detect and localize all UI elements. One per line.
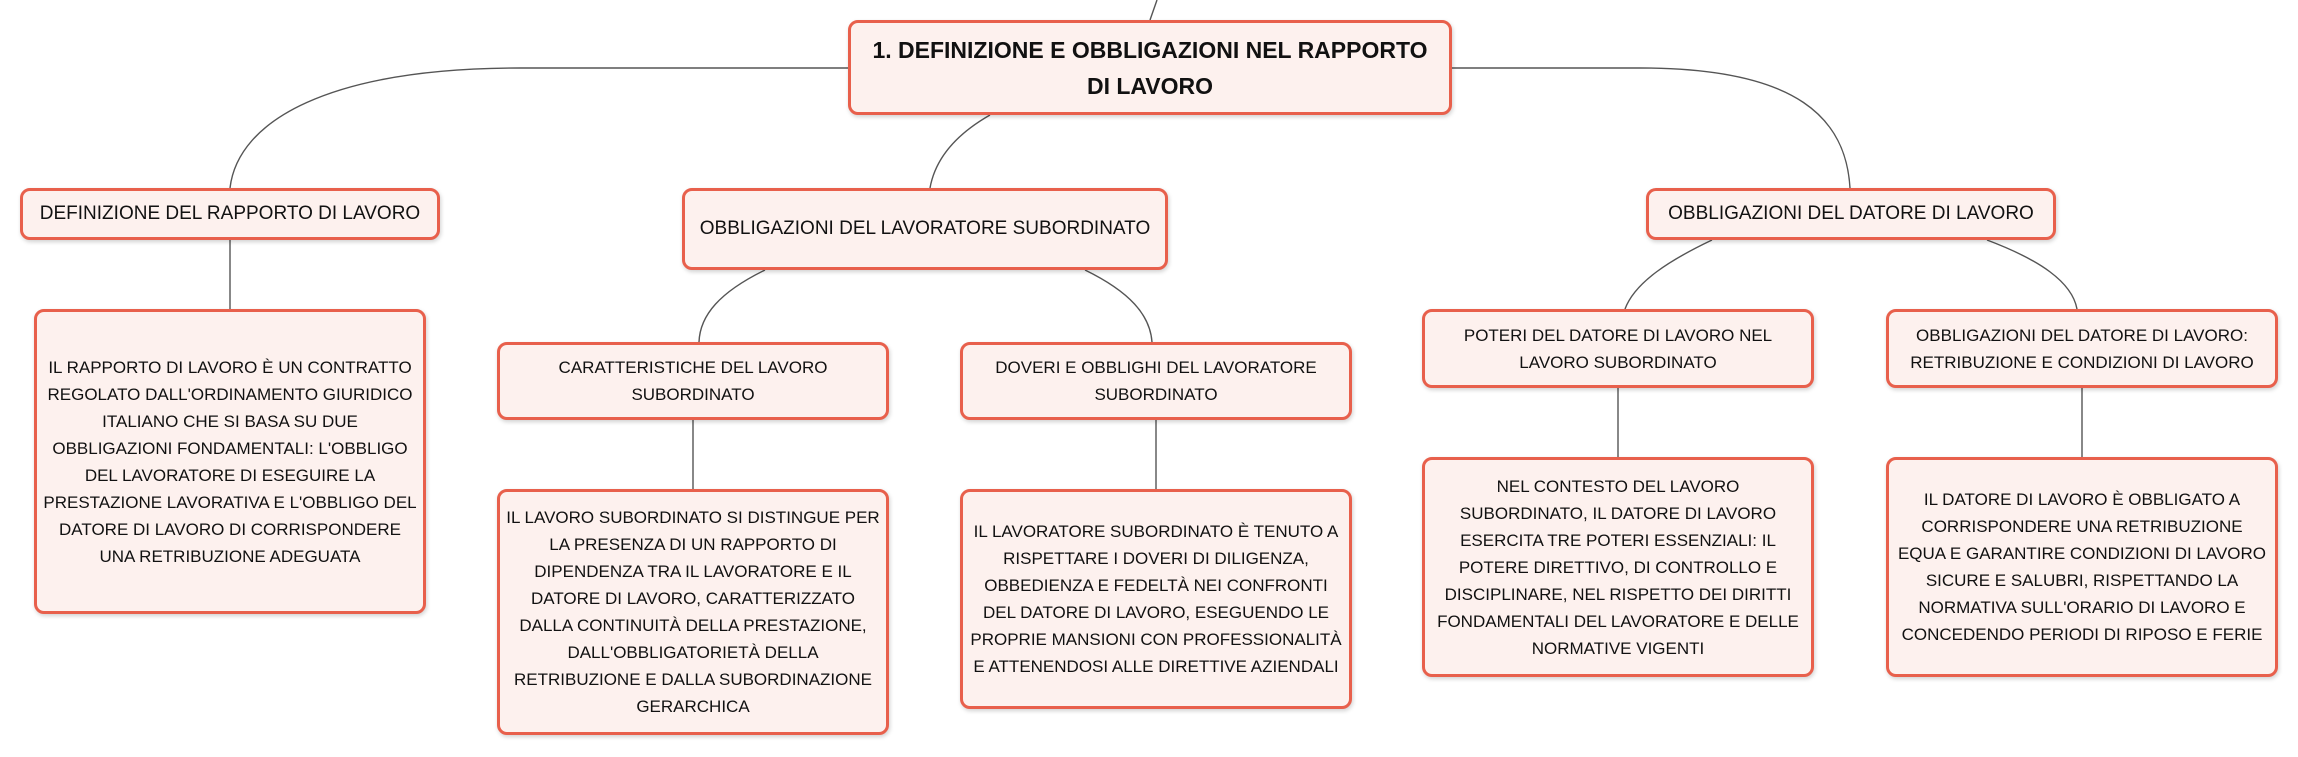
subtopic-employer-obligations[interactable] [1886,309,2278,388]
topic-employer-obligations[interactable] [1646,188,2056,240]
topic-worker-obligations-label: OBBLIGAZIONI DEL LAVORATORE SUBORDINATO [699,218,1151,239]
topic-definition[interactable] [20,188,440,240]
subtopic-employer-powers[interactable] [1422,309,1814,388]
definition-text-box[interactable] [34,309,426,614]
connector-root-top [1150,0,1157,20]
topic-definition-label: DEFINIZIONE DEL RAPPORTO DI LAVORO [39,203,421,224]
subtopic-characteristics[interactable] [497,342,889,420]
topic-worker-obligations[interactable] [682,188,1168,270]
connector-worker-duties [1085,270,1152,342]
root-topic-label: 1. DEFINIZIONE E OBBLIGAZIONI NEL RAPPORTO DI LAVORO [872,36,1428,99]
employer-powers-text: NEL CONTESTO DEL LAVORO SUBORDINATO, IL DATORE DI LAVORO ESERCITA TRE POTERI ESSENZIALI: IL POTERE DIRETTIVO, DI CONTROLLO E DISCIPLINARE, NEL RISPETTO DEI DIRITTI FONDAMENTALI DEL LAVORATORE E DELLE NORMATIVE VIGENTI [1437,476,1799,658]
characteristics-text: IL LAVORO SUBORDINATO SI DISTINGUE PER LA PRESENZA DI UN RAPPORTO DI DIPENDENZA TRA IL LAVORATORE E IL DATORE DI LAVORO, CARATTERIZZATO DALLA CONTINUITÀ DELLA PRESTAZIONE, DALL'OBBLIGATORIETÀ DELLA RETRIBUZIONE E DALLA SUBORDINAZIONE GERARCHICA [506,508,880,716]
topic-employer-obligations-label: OBBLIGAZIONI DEL DATORE DI LAVORO [1668,203,2034,224]
employer-obligations-text-box[interactable] [1886,457,2278,677]
connector-worker-characteristics [699,270,765,342]
definition-text: IL RAPPORTO DI LAVORO È UN CONTRATTO REGOLATO DALL'ORDINAMENTO GIURIDICO ITALIANO CHE SI BASA SU DUE OBBLIGAZIONI FONDAMENTALI: L'OBBLIGO DEL LAVORATORE DI ESEGUIRE LA PRESTAZIONE LAVORATIVA E L'OBBLIGO DEL DATORE DI LAVORO DI CORRISPONDERE UNA RETRIBUZIONE ADEGUATA [43,357,417,566]
connector-employer-obligations [1987,240,2077,309]
connector-employer-powers [1625,240,1712,309]
subtopic-employer-obligations-label: OBBLIGAZIONI DEL DATORE DI LAVORO: RETRIBUZIONE E CONDIZIONI DI LAVORO [1910,325,2254,372]
connector-root-worker [930,115,990,188]
characteristics-text-box[interactable] [497,489,889,735]
duties-text-box[interactable] [960,489,1352,709]
subtopic-duties[interactable] [960,342,1352,420]
employer-powers-text-box[interactable] [1422,457,1814,677]
subtopic-duties-label: DOVERI E OBBLIGHI DEL LAVORATORE SUBORDINATO [995,358,1317,404]
connector-root-employer [1452,68,1850,188]
duties-text: IL LAVORATORE SUBORDINATO È TENUTO A RISPETTARE I DOVERI DI DILIGENZA, OBBEDIENZA E FEDELTÀ NEI CONFRONTI DEL DATORE DI LAVORO, ESEGUENDO LE PROPRIE MANSIONI CON PROFESSIONALITÀ E ATTENENDOSI ALLE DIRETTIVE AZIENDALI [970,522,1342,676]
root-topic[interactable] [848,20,1452,115]
employer-obligations-text: IL DATORE DI LAVORO È OBBLIGATO A CORRISPONDERE UNA RETRIBUZIONE EQUA E GARANTIRE CONDIZIONI DI LAVORO SICURE E SALUBRI, RISPETTANDO LA NORMATIVA SULL'ORARIO DI LAVORO E CONCEDENDO PERIODI DI RIPOSO E FERIE [1897,490,2267,644]
subtopic-characteristics-label: CARATTERISTICHE DEL LAVORO SUBORDINATO [558,358,828,404]
subtopic-employer-powers-label: POTERI DEL DATORE DI LAVORO NEL LAVORO SUBORDINATO [1463,325,1773,372]
connector-root-definition [230,68,848,188]
